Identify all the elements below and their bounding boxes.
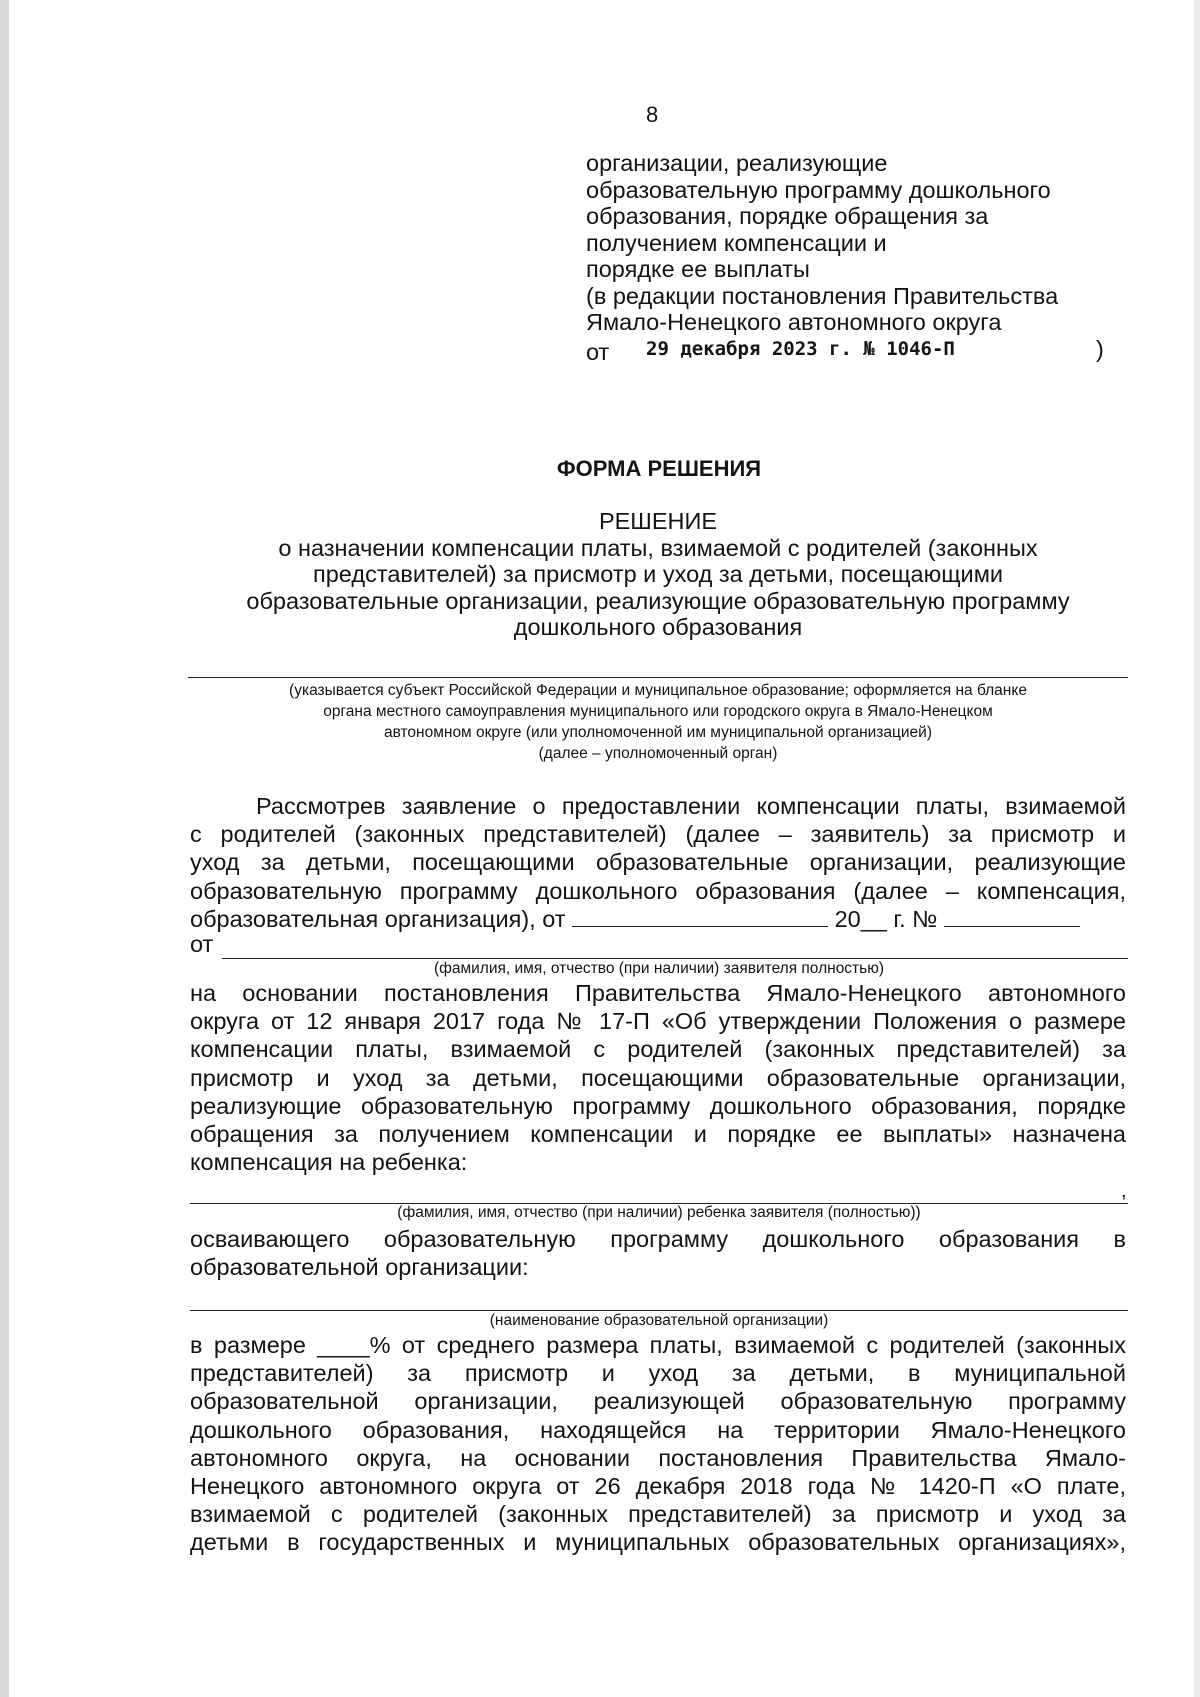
paragraph-line: образовательной организации:: [190, 1254, 529, 1281]
paragraph-program: [190, 1225, 1126, 1281]
paragraph-line: осваивающего образовательную программу дошкольного образования в: [190, 1226, 1126, 1252]
paragraph-line: Ненецкого автономного округа от 26 декабря 2018 года № 1420-П «О плате,: [190, 1473, 1126, 1500]
paragraph-line: автономного округа, на основании постановления Правительства Ямало-: [190, 1444, 1126, 1471]
applicant-name-blank: [222, 958, 1128, 959]
paragraph-line: реализующие образовательную программу дошкольного образования, порядке: [190, 1092, 1126, 1119]
child-name-caption: (фамилия, имя, отчество (при наличии) ребенка заявителя (полностью)): [397, 1204, 921, 1221]
paragraph-line: обращения за получением компенсации и порядке ее выплаты» назначена: [190, 1121, 1126, 1148]
decision-title: РЕШЕНИЕ: [598, 508, 718, 534]
resolution-date-line: [586, 336, 1106, 363]
authority-note-line: (указывается субъект Российской Федерации и муниципальное образование; оформляется на бланке: [289, 682, 1027, 699]
application-date-label: образовательная организация), от: [190, 905, 566, 932]
paragraph-line: присмотр и уход за детьми, посещающими образовательные организации,: [190, 1064, 1126, 1091]
header-line: (в редакции постановления Правительства: [586, 282, 1059, 309]
resolution-number: 29 декабря 2023 г. № 1046-П: [646, 337, 955, 360]
paragraph-line: образовательную программу дошкольного образования (далее – компенсация,: [190, 877, 1126, 904]
decision-subtitle-line: образовательные организации, реализующие образовательную программу: [246, 587, 1070, 614]
header-line: образовательную программу дошкольного: [586, 176, 1051, 203]
date-prefix: от: [586, 338, 610, 365]
decision-heading: [200, 508, 1116, 641]
authority-blank-line: [188, 677, 1128, 678]
header-line: получением компенсации и: [586, 229, 887, 256]
header-line: порядке ее выплаты: [586, 256, 810, 282]
applicant-name-caption: (фамилия, имя, отчество (при наличии) заявителя полностью): [433, 960, 885, 977]
application-year-label: 20__ г. №: [834, 905, 938, 932]
paragraph-line: уход за детьми, посещающими образовательные организации, реализующие: [190, 849, 1126, 876]
scan-left-edge: [0, 0, 9, 1697]
header-block: [586, 150, 1106, 365]
authority-note-line: автономном округе (или уполномоченной им муниципальной организацией): [383, 724, 933, 741]
paragraph-line: представителей) за присмотр и уход за детьми, в муниципальной: [190, 1360, 1126, 1387]
header-line: организации, реализующие: [586, 150, 888, 176]
paragraph-line: компенсация на ребенка:: [190, 1149, 468, 1176]
paragraph-line: на основании постановления Правительства Ямало-Ненецкого автономного: [190, 980, 1126, 1006]
header-line: Ямало-Ненецкого автономного округа: [586, 309, 1002, 335]
form-title: ФОРМА РЕШЕНИЯ: [556, 456, 762, 481]
paragraph-line: с родителей (законных представителей) (далее – заявитель) за присмотр и: [190, 821, 1126, 848]
paragraph-application: [190, 792, 1126, 933]
paragraph-line: Рассмотрев заявление о предоставлении компенсации платы, взимаемой: [256, 793, 1126, 819]
paragraph-amount: [190, 1331, 1126, 1557]
application-date-line: [190, 905, 1126, 933]
decision-subtitle-line: дошкольного образования: [513, 614, 803, 640]
application-number-blank: [944, 906, 1080, 927]
from-label: от: [190, 931, 214, 957]
paragraph-line: образовательной организации, реализующей образовательную программу: [190, 1388, 1126, 1415]
paragraph-line: в размере ____% от среднего размера платы, взимаемой с родителей (законных: [190, 1332, 1126, 1358]
authority-note-line: органа местного самоуправления муниципального или городского округа в Ямало-Ненецком: [323, 703, 993, 720]
page-number: 8: [646, 102, 659, 127]
application-date-blank: [572, 906, 828, 927]
header-line: образования, порядке обращения за: [586, 203, 989, 229]
date-closing-paren: ): [1096, 335, 1104, 362]
paragraph-line: дошкольного образования, находящейся на территории Ямало-Ненецкого: [190, 1416, 1126, 1443]
paragraph-line: округа от 12 января 2017 года № 17-П «Об утверждении Положения о размере: [190, 1008, 1126, 1035]
decision-subtitle-line: о назначении компенсации платы, взимаемой с родителей (законных: [278, 534, 1038, 561]
scan-right-edge: [1194, 0, 1200, 1697]
organization-blank: [190, 1310, 1128, 1311]
paragraph-basis: [190, 979, 1126, 1176]
paragraph-line: детьми в государственных и муниципальных образовательных организациях»,: [190, 1529, 1126, 1556]
organization-caption: (наименование образовательной организации): [489, 1312, 829, 1329]
authority-note-line: (далее – уполномоченный орган): [538, 745, 778, 762]
paragraph-line: взимаемой с родителей (законных представителей) за присмотр и уход за: [190, 1501, 1126, 1528]
paragraph-line: компенсации платы, взимаемой с родителей (законных представителей) за: [190, 1036, 1126, 1063]
authority-note: [188, 680, 1128, 764]
decision-subtitle-line: представителей) за присмотр и уход за детьми, посещающими: [313, 561, 1003, 587]
child-name-comma: ,: [1121, 1180, 1127, 1202]
